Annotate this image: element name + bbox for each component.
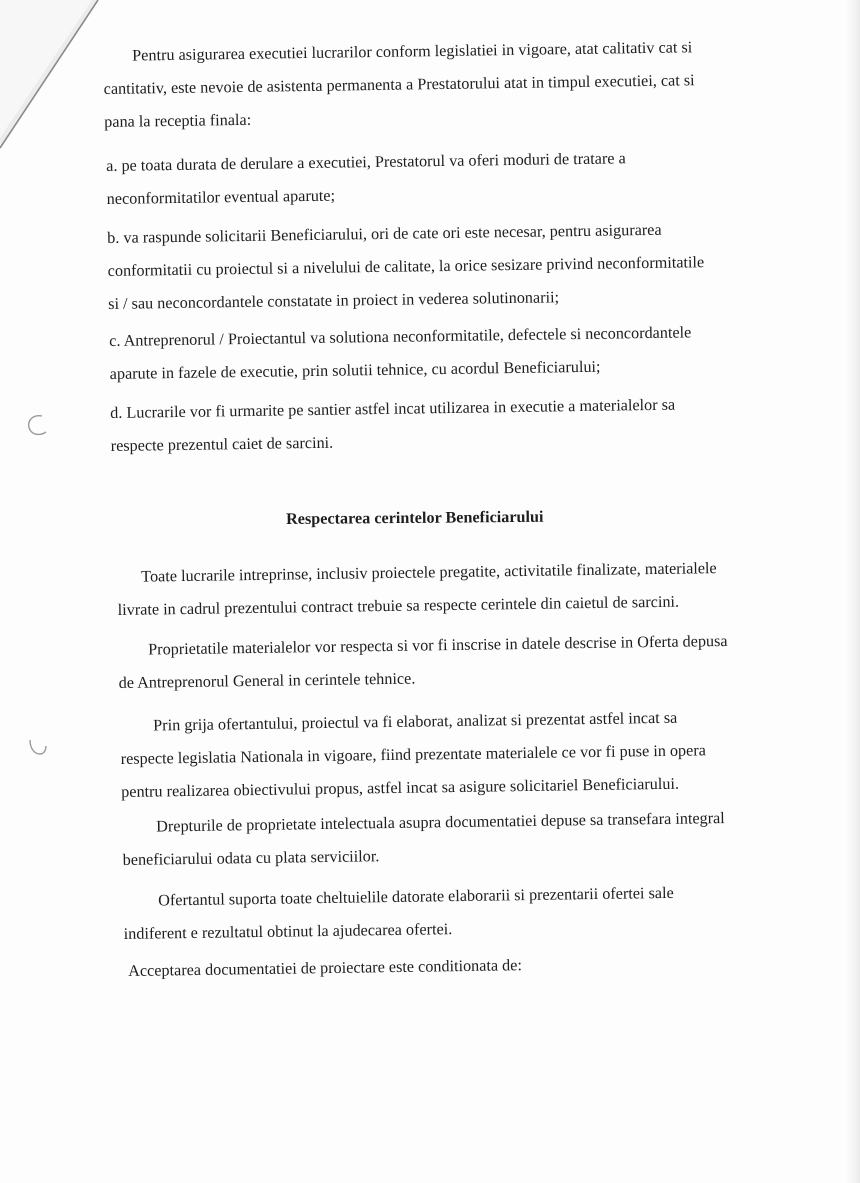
- punch-hole-mark: [24, 412, 50, 438]
- text-line: Acceptarea documentatiei de proiectare este conditionata de:: [128, 956, 523, 980]
- text-line: Prin grija ofertantului, proiectul va fi elaborat, analizat si prezentat astfel incat sa: [153, 708, 678, 735]
- text-line: beneficiarului odata cu plata serviciilor.: [122, 847, 380, 869]
- text-line: indiferent e rezultatul obtinut la ajudecarea ofertei.: [123, 920, 453, 943]
- text-line: conformitatii cu proiectul si a nivelului de calitate, la orice sesizare privind neconformitatile: [107, 253, 705, 280]
- text-line: respecte legislatia Nationala in vigoare, fiind prezentate materialele ce vor fi puse in opera: [120, 741, 706, 768]
- text-line: si / sau neconcordantele constatate in proiect in vederea solutinonarii;: [108, 288, 560, 313]
- text-line: c. Antreprenorul / Proiectantul va solutiona neconformitatile, defectele si neconcordantele: [109, 323, 692, 350]
- list-item-d: [110, 389, 676, 463]
- text-line: neconformitatilor eventual aparute;: [106, 186, 336, 208]
- text-line: pana la receptia finala:: [104, 110, 252, 131]
- paragraph: [128, 949, 522, 988]
- list-item-c: [109, 316, 692, 391]
- paragraph: [117, 552, 717, 627]
- text-line: respecte prezentul caiet de sarcini.: [110, 433, 334, 455]
- text-line: pentru realizarea obiectivului propus, astfel incat sa asigure solicitariel Beneficiarului.: [121, 774, 680, 801]
- page-edge-shadow: [846, 0, 860, 1183]
- text-line: Proprietatile materialelor vor respecta si vor fi inscrise in datele descrise in Oferta depusa: [148, 631, 728, 659]
- text-line: aparute in fazele de executie, prin solutii tehnice, cu acordul Beneficiarului;: [109, 357, 601, 383]
- paragraph: [118, 625, 728, 700]
- text-line: Ofertantul suporta toate cheltuielile datorate elaborarii si prezentarii ofertei sale: [158, 883, 674, 910]
- text-line: Drepturile de proprietate intelectuala asupra documentatiei depuse sa transefara integral: [156, 809, 725, 836]
- text-line: de Antreprenorul General in cerintele tehnice.: [118, 669, 416, 692]
- punch-hole-mark: [24, 734, 50, 760]
- text-line: Pentru asigurarea executiei lucrarilor conform legislatiei in vigoare, atat calitativ cat si: [132, 38, 693, 65]
- text-line: cantitativ, este nevoie de asistenta permanenta a Prestatorului atat in timpul executiei, cat si: [103, 71, 695, 98]
- paragraph: [122, 802, 725, 877]
- paragraph: [120, 701, 707, 809]
- list-item-b: [107, 213, 705, 321]
- text-line: d. Lucrarile vor fi urmarite pe santier astfel incat utilizarea in executie a materialelor sa: [110, 395, 676, 422]
- paragraph: [123, 877, 674, 951]
- text-line: Toate lucrarile intreprinse, inclusiv proiectele pregatite, activitatile finalizate, materialele: [141, 559, 717, 586]
- text-line: livrate in cadrul prezentului contract trebuie sa respecte cerintele din caietul de sarcini.: [117, 592, 680, 619]
- text-line: a. pe toata durata de derulare a executiei, Prestatorul va oferi moduri de tratare a: [106, 149, 626, 175]
- intro-paragraph: [103, 31, 695, 139]
- list-item-a: [106, 142, 626, 216]
- text-line: b. va raspunde solicitarii Beneficiarului, ori de cate ori este necesar, pentru asigurarea: [107, 220, 662, 247]
- section-title: Respectarea cerintelor Beneficiarului: [285, 507, 544, 528]
